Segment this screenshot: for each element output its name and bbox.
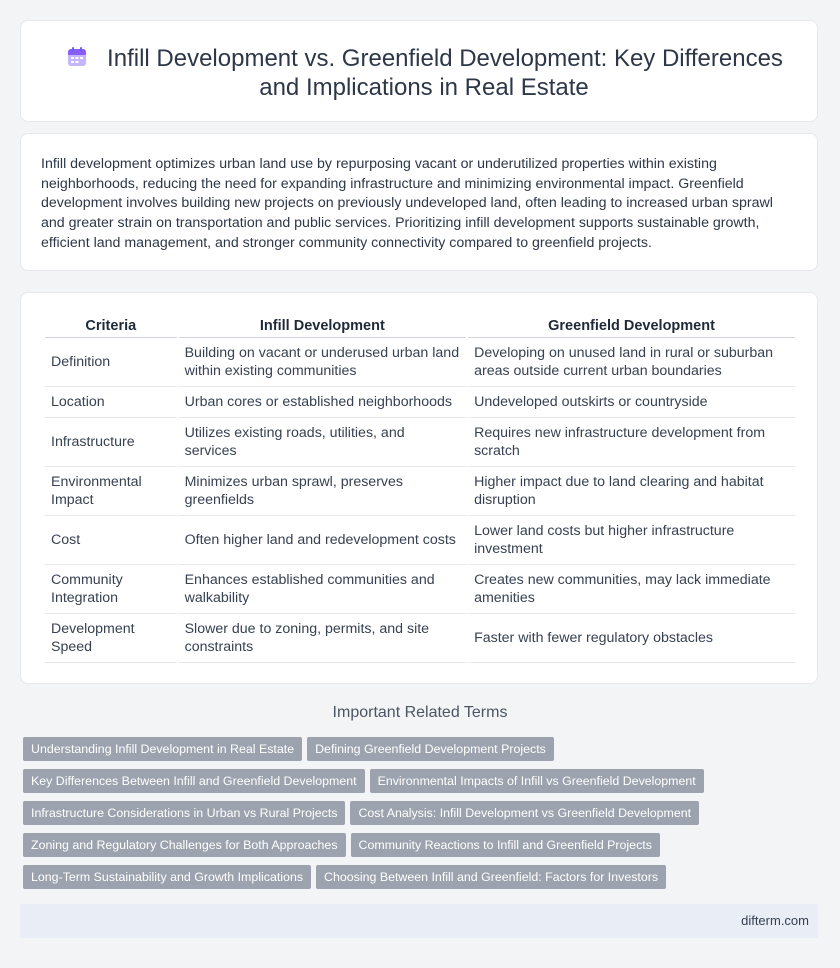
infill-cell: Often higher land and redevelopment costs (179, 516, 466, 565)
calendar-icon (65, 45, 89, 69)
related-term-tag[interactable]: Defining Greenfield Development Projects (307, 737, 554, 761)
tag-row (23, 737, 823, 769)
criteria-cell: Environmental Impact (45, 467, 177, 516)
table-row (45, 516, 795, 565)
header-card (20, 20, 818, 122)
infill-cell: Utilizes existing roads, utilities, and services (179, 418, 466, 467)
greenfield-cell: Creates new communities, may lack immediate amenities (468, 565, 795, 614)
related-term-tag[interactable]: Understanding Infill Development in Real Estate (23, 737, 302, 761)
table-row (45, 614, 795, 663)
tag-row (23, 833, 823, 865)
tag-row (23, 801, 823, 833)
infill-cell: Enhances established communities and walkability (179, 565, 466, 614)
criteria-cell: Cost (45, 516, 177, 565)
table-header-row (45, 315, 795, 338)
criteria-cell: Location (45, 387, 177, 418)
related-terms-list (23, 737, 823, 897)
table-row (45, 565, 795, 614)
table-row (45, 387, 795, 418)
infill-cell: Urban cores or established neighborhoods (179, 387, 466, 418)
greenfield-cell: Undeveloped outskirts or countryside (468, 387, 795, 418)
page-title-container (61, 44, 787, 102)
infill-cell: Minimizes urban sprawl, preserves greenfields (179, 467, 466, 516)
comparison-card (20, 292, 818, 684)
related-term-tag[interactable]: Choosing Between Infill and Greenfield: Factors for Investors (316, 865, 666, 889)
table-row (45, 338, 795, 387)
related-term-tag[interactable]: Community Reactions to Infill and Greenfield Projects (351, 833, 660, 857)
criteria-cell: Community Integration (45, 565, 177, 614)
greenfield-cell: Higher impact due to land clearing and habitat disruption (468, 467, 795, 516)
criteria-cell: Definition (45, 338, 177, 387)
criteria-cell: Development Speed (45, 614, 177, 663)
greenfield-cell: Requires new infrastructure development from scratch (468, 418, 795, 467)
greenfield-cell: Developing on unused land in rural or suburban areas outside current urban boundaries (468, 338, 795, 387)
infill-cell: Building on vacant or underused urban land within existing communities (179, 338, 466, 387)
related-term-tag[interactable]: Environmental Impacts of Infill vs Greenfield Development (370, 769, 704, 793)
tag-row (23, 769, 823, 801)
related-term-tag[interactable]: Zoning and Regulatory Challenges for Both Approaches (23, 833, 346, 857)
related-term-tag[interactable]: Infrastructure Considerations in Urban vs Rural Projects (23, 801, 345, 825)
column-header-greenfield: Greenfield Development (468, 315, 795, 338)
comparison-table (43, 315, 797, 663)
infill-cell: Slower due to zoning, permits, and site constraints (179, 614, 466, 663)
related-term-tag[interactable]: Cost Analysis: Infill Development vs Greenfield Development (350, 801, 699, 825)
table-row (45, 467, 795, 516)
intro-paragraph: Infill development optimizes urban land use by repurposing vacant or underutilized properties within existing neighborhoods, reducing the need for expanding infrastructure and minimizing environmental impact. Greenfield development involves building new projects on previously undeveloped land, often leading to increased urban sprawl and greater strain on transportation and public services. Prioritizing infill development supports sustainable growth, efficient land management, and stronger community connectivity compared to greenfield projects. (41, 156, 773, 251)
table-row (45, 418, 795, 467)
related-term-tag[interactable]: Long-Term Sustainability and Growth Implications (23, 865, 311, 889)
column-header-infill: Infill Development (179, 315, 466, 338)
footer-site-link[interactable]: difterm.com (741, 913, 809, 928)
column-header-criteria: Criteria (45, 315, 177, 338)
related-terms-title: Important Related Terms (332, 704, 508, 721)
intro-card (20, 133, 818, 271)
greenfield-cell: Faster with fewer regulatory obstacles (468, 614, 795, 663)
footer (20, 904, 818, 938)
tag-row (23, 865, 823, 897)
page-title: Infill Development vs. Greenfield Development: Key Differences and Implications in Real Estate (107, 45, 783, 101)
greenfield-cell: Lower land costs but higher infrastructure investment (468, 516, 795, 565)
related-term-tag[interactable]: Key Differences Between Infill and Greenfield Development (23, 769, 365, 793)
criteria-cell: Infrastructure (45, 418, 177, 467)
